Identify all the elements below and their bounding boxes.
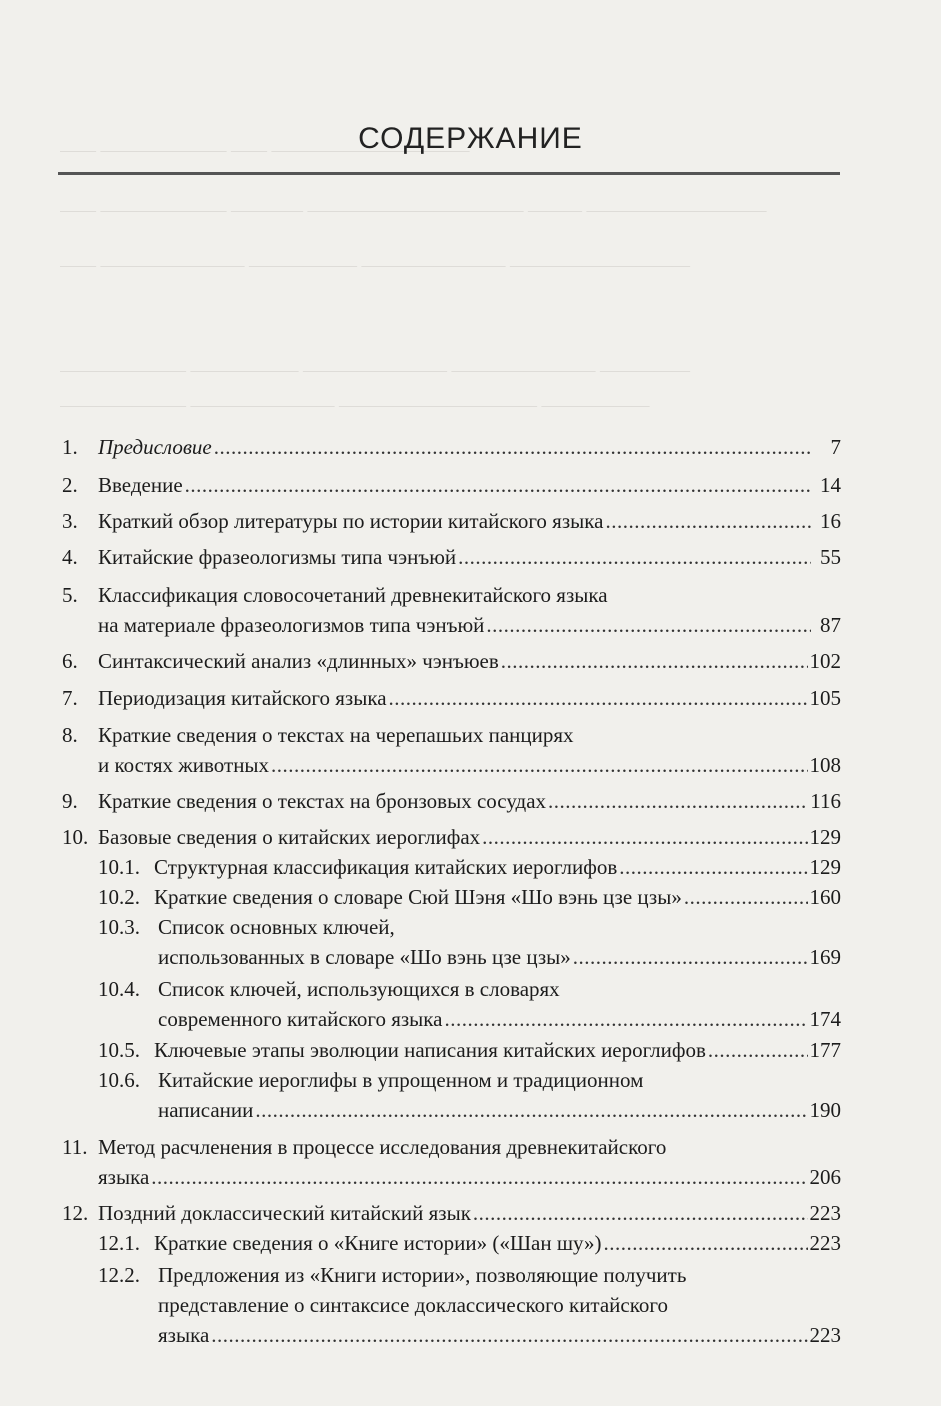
toc-entry[interactable]: [98, 1162, 841, 1192]
leader-dots: [389, 683, 808, 713]
toc-entry[interactable]: [62, 683, 841, 713]
leader-dots: [473, 1198, 808, 1228]
toc-entry-title: Базовые сведения о китайских иероглифах: [98, 825, 481, 849]
toc-entry-title: и костях животных: [98, 753, 270, 777]
toc-entry-number: 7.: [62, 686, 78, 710]
title-rule: [58, 172, 840, 175]
toc-entry[interactable]: [62, 506, 841, 536]
toc-entry-title: современного китайского языка: [158, 1007, 443, 1031]
bleed-through-text: —— ———————— —————— ———————— ——————————: [60, 255, 690, 275]
bleed-through-text: —— ——————— —— ———————————: [60, 140, 470, 160]
page-title: СОДЕРЖАНИЕ: [358, 122, 583, 155]
leader-dots: [151, 1162, 807, 1192]
toc-entry[interactable]: [62, 542, 841, 572]
toc-entry-line: Список основных ключей,: [158, 915, 395, 939]
toc-page-number: 169: [809, 945, 841, 969]
toc-page-number: 129: [809, 855, 841, 879]
toc-entry-title: Периодизация китайского языка: [98, 686, 387, 710]
toc-entry-text: [98, 1065, 643, 1095]
toc-entry-title: Структурная классификация китайских иероглифов: [154, 855, 618, 879]
toc-entry-number: 4.: [62, 545, 78, 569]
toc-entry-title: написании: [158, 1098, 254, 1122]
bleed-through-text: —— ——————— ———— ———————————— ——— ——————————: [60, 200, 767, 220]
toc-entry[interactable]: [98, 610, 841, 640]
toc-page-number: 177: [809, 1038, 841, 1062]
toc-entry-title: Краткие сведения о словаре Сюй Шэня «Шо вэнь цзе цзы»: [154, 885, 682, 909]
toc-entry[interactable]: [158, 942, 841, 972]
leader-dots: [211, 1320, 807, 1350]
toc-entry-text: [98, 912, 395, 942]
toc-entry-title: Введение: [98, 473, 183, 497]
toc-entry-text: [98, 1260, 686, 1290]
bleed-through-text: ——————— ———————— ——————————— ——————: [60, 395, 650, 415]
toc-entry-number: 2.: [62, 473, 78, 497]
toc-entry[interactable]: [158, 1004, 841, 1034]
leader-dots: [619, 852, 807, 882]
leader-dots: [548, 786, 808, 816]
toc-page-number: 55: [820, 545, 841, 569]
toc-entry[interactable]: [98, 1035, 841, 1065]
toc-page-number: 223: [809, 1201, 841, 1225]
leader-dots: [501, 646, 808, 676]
toc-entry-title: Предисловие: [98, 435, 212, 459]
toc-entry-number: 6.: [62, 649, 78, 673]
toc-entry-number: 10.3.: [98, 915, 140, 939]
toc-entry-number: 10.: [62, 825, 89, 849]
toc-page-number: 190: [809, 1098, 841, 1122]
toc-page-number: 116: [810, 789, 841, 813]
toc-entry-line: Краткие сведения о текстах на черепашьих панцирях: [98, 723, 574, 747]
toc-entry[interactable]: [98, 1228, 841, 1258]
leader-dots: [255, 1095, 807, 1125]
toc-entry[interactable]: [62, 786, 841, 816]
toc-entry-number: 10.6.: [98, 1068, 140, 1092]
toc-entry[interactable]: [98, 750, 841, 780]
toc-entry-text: [62, 720, 574, 750]
toc-entry-text: [158, 1290, 668, 1320]
toc-entry[interactable]: [62, 822, 841, 852]
toc-entry-title: Краткие сведения о «Книге истории» («Шан шу»): [154, 1231, 602, 1255]
toc-entry-number: 10.5.: [98, 1038, 140, 1062]
toc-entry-text: [62, 580, 608, 610]
toc-entry-text: [98, 974, 560, 1004]
leader-dots: [573, 942, 808, 972]
toc-page-number: 174: [809, 1007, 841, 1031]
leader-dots: [482, 822, 807, 852]
bleed-through-text: ——————— —————— ———————— ———————— —————: [60, 360, 690, 380]
toc-page-number: 108: [809, 753, 841, 777]
leader-dots: [444, 1004, 807, 1034]
leader-dots: [214, 432, 811, 462]
leader-dots: [684, 882, 808, 912]
toc-entry-title: Ключевые этапы эволюции написания китайских иероглифов: [154, 1038, 706, 1062]
toc-page-number: 7: [830, 435, 841, 459]
toc-page-number: 16: [820, 509, 841, 533]
toc-entry-line: Список ключей, использующихся в словарях: [158, 977, 560, 1001]
toc-entry-number: 9.: [62, 789, 78, 813]
toc-entry-number: 10.4.: [98, 977, 140, 1001]
toc-entry-number: 10.2.: [98, 885, 140, 909]
toc-entry-title: Краткие сведения о текстах на бронзовых сосудах: [98, 789, 547, 813]
toc-entry-number: 1.: [62, 435, 78, 459]
toc-entry-title: языка: [158, 1323, 210, 1347]
toc-page-number: 129: [809, 825, 841, 849]
toc-entry-title: использованных в словаре «Шо вэнь цзе цзы»: [158, 945, 571, 969]
toc-entry[interactable]: [158, 1320, 841, 1350]
toc-page-number: 87: [820, 613, 841, 637]
toc-entry[interactable]: [62, 432, 841, 462]
toc-entry-number: 12.: [62, 1201, 89, 1225]
toc-entry-line: Предложения из «Книги истории», позволяющие получить: [158, 1263, 687, 1287]
toc-entry-number: 3.: [62, 509, 78, 533]
toc-page-number: 160: [809, 885, 841, 909]
toc-page-number: 14: [820, 473, 841, 497]
toc-entry-number: 8.: [62, 723, 78, 747]
toc-page-number: 102: [809, 649, 841, 673]
toc-entry[interactable]: [158, 1095, 841, 1125]
toc-entry-number: 12.2.: [98, 1263, 140, 1287]
toc-entry-number: 12.1.: [98, 1231, 140, 1255]
toc-entry-line: представление о синтаксисе доклассического китайского: [158, 1293, 668, 1317]
toc-entry-title: Синтаксический анализ «длинных» чэнъюев: [98, 649, 499, 673]
toc-entry-title: Краткий обзор литературы по истории китайского языка: [98, 509, 604, 533]
toc-entry-line: Метод расчленения в процессе исследования древнекитайского: [98, 1135, 667, 1159]
toc-page-number: 223: [809, 1323, 841, 1347]
toc-entry[interactable]: [98, 882, 841, 912]
leader-dots: [271, 750, 807, 780]
toc-page-number: 105: [809, 686, 841, 710]
toc-entry[interactable]: [62, 1198, 841, 1228]
toc-entry-number: 10.1.: [98, 855, 140, 879]
leader-dots: [185, 470, 811, 500]
toc-entry[interactable]: [98, 852, 841, 882]
toc-entry[interactable]: [62, 646, 841, 676]
toc-entry-line: Китайские иероглифы в упрощенном и традиционном: [158, 1068, 644, 1092]
toc-entry-title: языка: [98, 1165, 150, 1189]
leader-dots: [604, 1228, 808, 1258]
toc-page-number: 206: [809, 1165, 841, 1189]
leader-dots: [708, 1035, 808, 1065]
toc-entry-title: Поздний доклассический китайский язык: [98, 1201, 471, 1225]
toc-entry-line: Классификация словосочетаний древнекитайского языка: [98, 583, 608, 607]
leader-dots: [458, 542, 811, 572]
toc-entry-title: Китайские фразеологизмы типа чэнъюй: [98, 545, 457, 569]
toc-entry-number: 11.: [62, 1135, 88, 1159]
toc-page-number: 223: [809, 1231, 841, 1255]
toc-entry[interactable]: [62, 470, 841, 500]
toc-entry-number: 5.: [62, 583, 78, 607]
toc-entry-title: на материале фразеологизмов типа чэнъюй: [98, 613, 485, 637]
leader-dots: [486, 610, 811, 640]
leader-dots: [605, 506, 811, 536]
toc-entry-text: [62, 1132, 666, 1162]
